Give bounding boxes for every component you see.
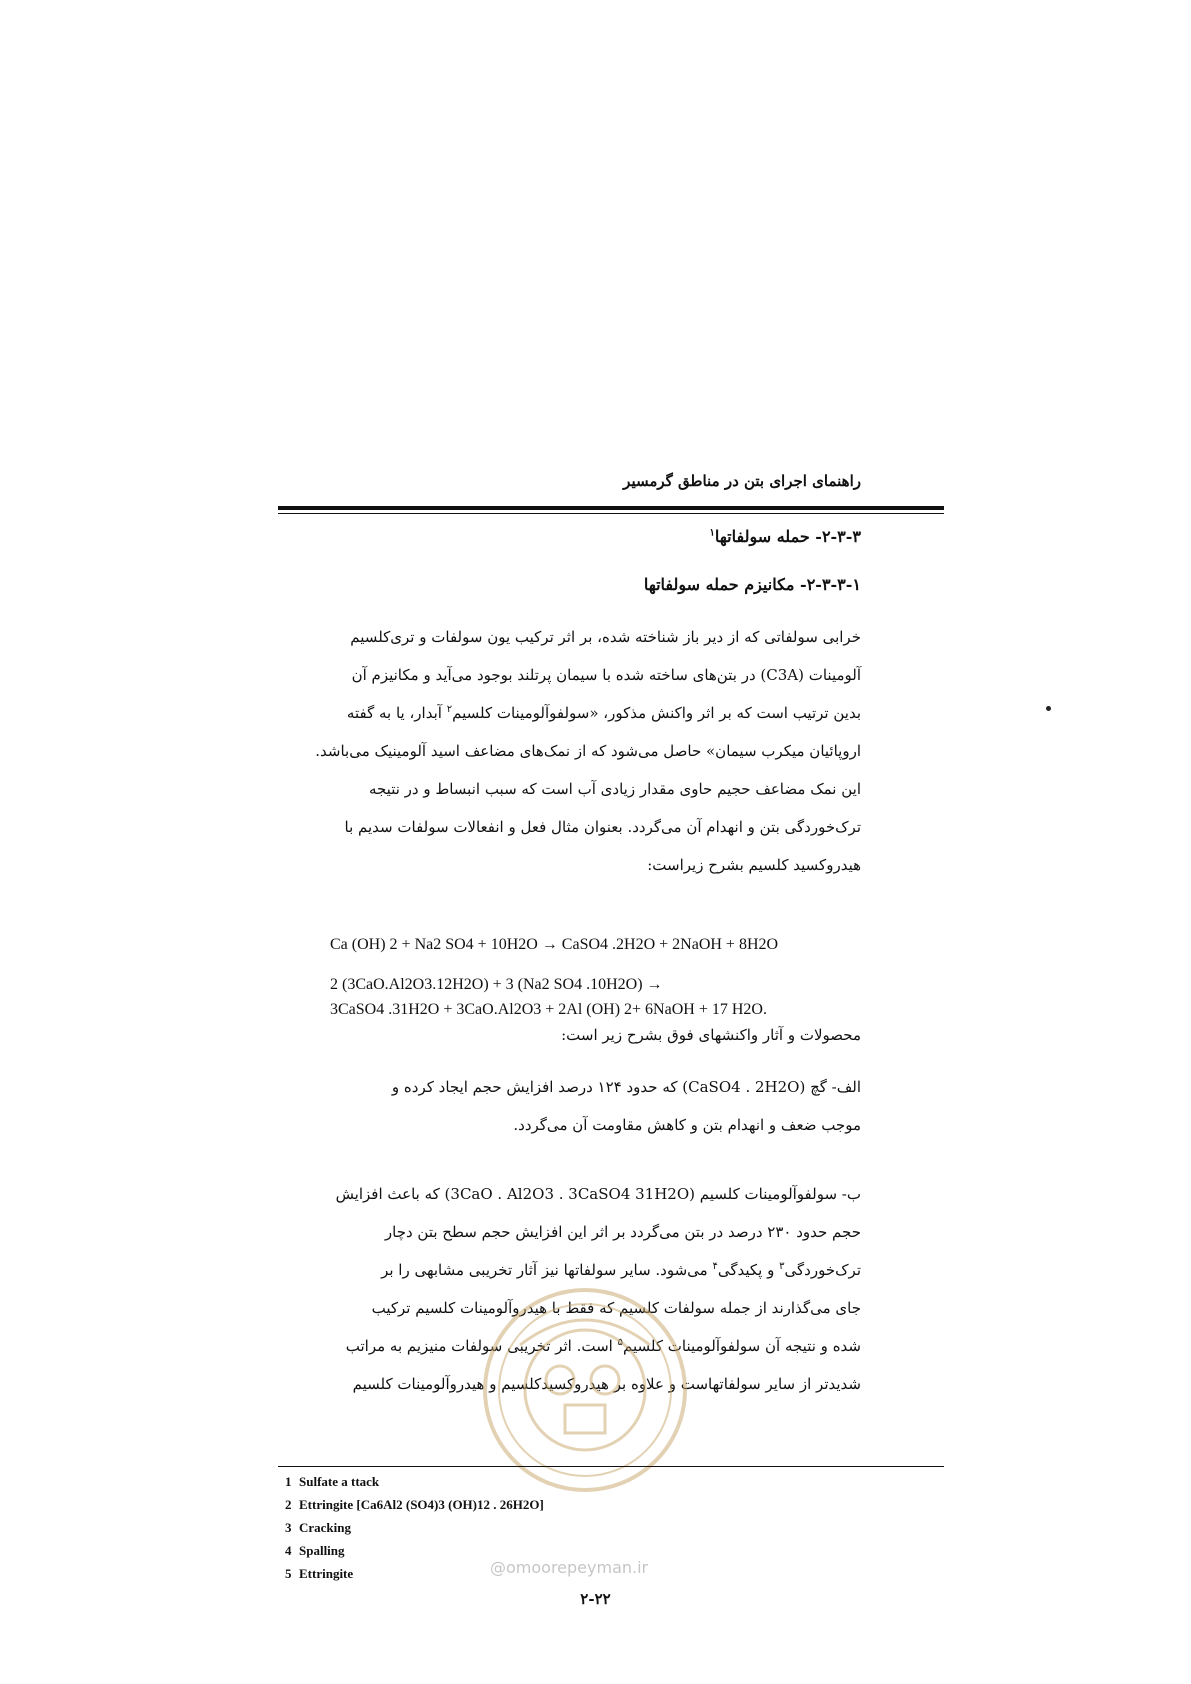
watermark-text: @omoorepeyman.ir <box>490 1558 649 1577</box>
footnote-ref-1: ۱ <box>709 527 715 539</box>
paragraph-line: اروپائیان میکرب سیمان» حاصل می‌شود که از نمک‌های مضاعف اسید آلومینیک می‌باشد. <box>315 742 861 760</box>
margin-dot <box>1046 706 1051 711</box>
paragraph-line: ب- سولفوآلومینات کلسیم (3CaO . Al2O3 . 3CaSO4 31H2O) که باعث افزایش <box>335 1185 861 1203</box>
paragraph-line <box>281 1251 861 1289</box>
footnote-number: 4 <box>285 1543 292 1558</box>
footnote-rule <box>278 1466 944 1467</box>
paragraph-line-part: بدین ترتیب است که بر اثر واکنش مذکور، «سولفوآلومینات کلسیم <box>452 704 861 722</box>
equation-1: Ca (OH) 2 + Na2 SO4 + 10H2O → CaSO4 .2H2O + 2NaOH + 8H2O <box>330 936 779 953</box>
paragraph-line: جای می‌گذارند از جمله سولفات کلسیم که فقط با هیدروآلومینات کلسیم ترکیب <box>371 1299 861 1317</box>
header-rule <box>278 506 944 510</box>
paragraph-line-part: می‌شود. سایر سولفاتها نیز آثار تخریبی مشابهی را بر <box>381 1261 713 1279</box>
paragraph-line-part: آبدار، یا به گفته <box>346 704 447 722</box>
paragraph-line <box>281 694 861 732</box>
paragraph-line-part: و پکیدگی <box>717 1261 780 1279</box>
footnote-number: 1 <box>285 1474 292 1489</box>
paragraph-mechanism <box>281 618 861 884</box>
subsection-heading: ۲-۳-۳-۱- مکانیزم حمله سولفاتها <box>643 575 861 594</box>
products-intro: محصولات و آثار واکنشهای فوق بشرح زیر است: <box>561 1026 861 1044</box>
paragraph-line: آلومینات (C3A) در بتن‌های ساخته شده با سیمان پرتلند بوجود می‌آید و مکانیزم آن <box>351 666 861 684</box>
footnote-text: Ettringite <box>299 1566 354 1581</box>
footnote-number: 5 <box>285 1566 292 1581</box>
footnote-number: 3 <box>285 1520 292 1535</box>
paragraph-line-part: شده و نتیجه آن سولفوآلومینات کلسیم <box>622 1337 861 1355</box>
footnote-item <box>285 1470 885 1493</box>
running-header-title: راهنمای اجرای بتن در مناطق گرمسیر <box>623 472 861 490</box>
footnote-text: Cracking <box>299 1520 351 1535</box>
paragraph-line: این نمک مضاعف حجیم حاوی مقدار زیادی آب است که سبب انبساط و در نتیجه <box>368 780 861 798</box>
section-heading <box>281 527 861 546</box>
paragraph-line: الف- گچ (CaSO4 . 2H2O) که حدود ۱۲۴ درصد افزایش حجم ایجاد کرده و <box>391 1078 861 1096</box>
paragraph-line: هیدروکسید کلسیم بشرح زیراست: <box>647 856 861 874</box>
paragraph-line: موجب ضعف و انهدام بتن و کاهش مقاومت آن می‌گردد. <box>513 1116 861 1134</box>
footnote-item <box>285 1493 885 1516</box>
paragraph-line: شدیدتر از سایر سولفاتهاست و علاوه بر هیدروکسیدکلسیم و هیدروآلومینات کلسیم <box>352 1375 861 1393</box>
paragraph-line: حجم حدود ۲۳۰ درصد در بتن می‌گردد بر اثر این افزایش حجم سطح بتن دچار <box>384 1223 861 1241</box>
footnote-ref-3: ۳ <box>779 1261 785 1272</box>
footnote-item <box>285 1516 885 1539</box>
section-heading-text: ۲-۳-۳- حمله سولفاتها <box>714 527 861 546</box>
footnote-text: Sulfate a ttack <box>299 1474 380 1489</box>
footnote-number: 2 <box>285 1497 292 1512</box>
header-rule-thin <box>278 513 944 514</box>
watermark-stamp-icon <box>480 1285 690 1495</box>
list-item-a <box>281 1068 861 1144</box>
paragraph-line: ترک‌خوردگی بتن و انهدام آن می‌گردد. بعنوان مثال فعل و انفعالات سولفات سدیم با <box>344 818 861 836</box>
footnote-text: Ettringite [Ca6Al2 (SO4)3 (OH)12 . 26H2O] <box>299 1497 544 1512</box>
paragraph-line-part: ترک‌خوردگی <box>784 1261 861 1279</box>
paragraph-line: خرابی سولفاتی که از دیر باز شناخته شده، بر اثر ترکیب یون سولفات و تری‌کلسیم <box>350 628 861 646</box>
footnote-ref-5: ۵ <box>617 1337 623 1348</box>
footnote-ref-4: ۴ <box>712 1261 718 1272</box>
equation-2: 2 (3CaO.Al2O3.12H2O) + 3 (Na2 SO4 .10H2O) → <box>330 976 663 993</box>
equation-3: 3CaSO4 .31H2O + 3CaO.Al2O3 + 2Al (OH) 2+ 6NaOH + 17 H2O. <box>330 1001 767 1018</box>
footnote-text: Spalling <box>299 1543 345 1558</box>
paragraph-line-part: است. اثر تخریبی سولفات منیزیم به مراتب <box>345 1337 618 1355</box>
footnote-ref-2: ۲ <box>446 704 453 715</box>
page-number: ۲-۲۲ <box>580 1590 611 1608</box>
